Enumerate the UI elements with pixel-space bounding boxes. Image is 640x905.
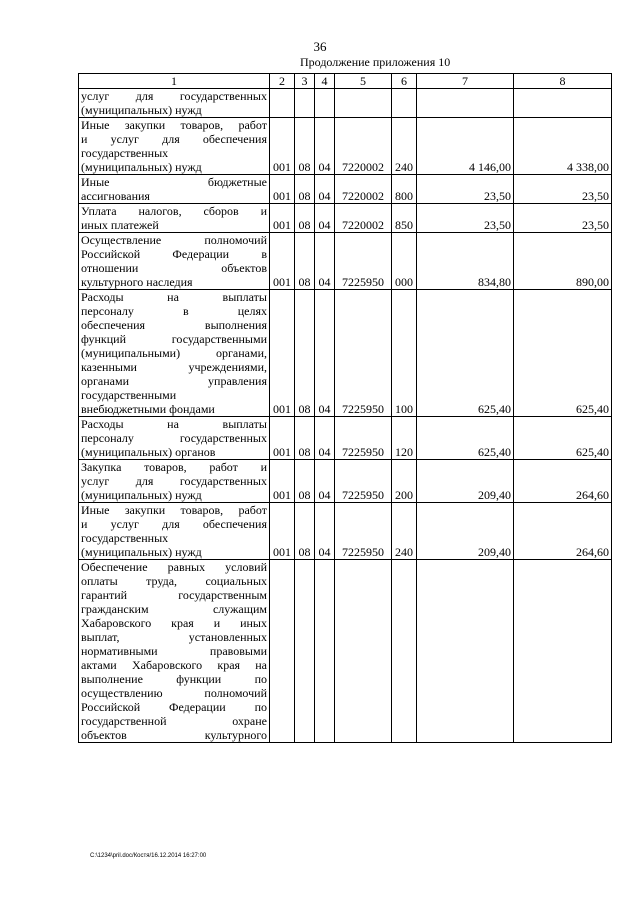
amount-2015: 23,50 (417, 175, 514, 204)
page-number: 36 (313, 39, 327, 54)
description-line: Иные бюджетные (81, 175, 267, 189)
admin-code: 001 (270, 204, 295, 233)
column-header: 7 (417, 74, 514, 89)
description-line: услуг для государственных (81, 474, 267, 488)
expense-type: 800 (392, 175, 417, 204)
description-line: Иные закупки товаров, работ (81, 118, 267, 132)
amount-2016: 4 338,00 (514, 118, 612, 175)
amount-2015 (417, 560, 514, 743)
description-line: (муниципальных) нужд (81, 545, 202, 559)
section-code: 08 (295, 503, 315, 560)
description-line: казенными учреждениями, (81, 360, 267, 374)
description-line: (муниципальных) органов (81, 445, 216, 459)
column-header: 4 (315, 74, 335, 89)
expense-type: 100 (392, 290, 417, 417)
amount-2016 (514, 560, 612, 743)
target-code: 7220002 (335, 118, 392, 175)
amount-2016: 890,00 (514, 233, 612, 290)
row-description (79, 233, 270, 290)
admin-code: 001 (270, 118, 295, 175)
subsection-code: 04 (315, 460, 335, 503)
table-row (79, 89, 612, 118)
expense-type: 240 (392, 503, 417, 560)
description-line: Осуществление полномочий (81, 233, 267, 247)
target-code: 7225950 (335, 417, 392, 460)
description-line: Расходы на выплаты (81, 417, 267, 431)
admin-code: 001 (270, 460, 295, 503)
description-line: государственных (81, 146, 169, 160)
row-description (79, 175, 270, 204)
amount-2015: 625,40 (417, 290, 514, 417)
amount-2016: 264,60 (514, 460, 612, 503)
description-line: (муниципальных) нужд (81, 488, 202, 502)
column-header: 5 (335, 74, 392, 89)
expense-type (392, 560, 417, 743)
amount-2016: 625,40 (514, 417, 612, 460)
amount-2015: 834,80 (417, 233, 514, 290)
description-line: (муниципальных) нужд (81, 160, 202, 174)
description-line: Российской Федерации в (81, 247, 267, 261)
description-line: персоналу государственных (81, 431, 267, 445)
section-code (295, 89, 315, 118)
section-code: 08 (295, 204, 315, 233)
description-line: отношении объектов (81, 261, 267, 275)
table-row (79, 233, 612, 290)
target-code: 7220002 (335, 204, 392, 233)
description-line: Уплата налогов, сборов и (81, 204, 267, 218)
target-code: 7220002 (335, 175, 392, 204)
admin-code: 001 (270, 503, 295, 560)
section-code: 08 (295, 460, 315, 503)
subsection-code: 04 (315, 233, 335, 290)
description-line: культурного наследия (81, 275, 193, 289)
row-description (79, 290, 270, 417)
expense-type (392, 89, 417, 118)
description-line: услуг для государственных (81, 89, 267, 103)
target-code: 7225950 (335, 290, 392, 417)
subsection-code: 04 (315, 503, 335, 560)
admin-code: 001 (270, 175, 295, 204)
description-line: актами Хабаровского края на (81, 658, 267, 672)
description-line: государственными (81, 388, 177, 402)
description-line: (муниципальных) нужд (81, 103, 202, 117)
section-code: 08 (295, 290, 315, 417)
description-line: Расходы на выплаты (81, 290, 267, 304)
row-description (79, 460, 270, 503)
target-code: 7225950 (335, 503, 392, 560)
table-row (79, 417, 612, 460)
description-line: нормативными правовыми (81, 644, 267, 658)
subsection-code: 04 (315, 175, 335, 204)
row-description (79, 204, 270, 233)
description-line: гарантий государственным (81, 588, 267, 602)
row-description (79, 118, 270, 175)
row-description (79, 417, 270, 460)
table-row (79, 560, 612, 743)
admin-code: 001 (270, 233, 295, 290)
description-line: и услуг для обеспечения (81, 132, 267, 146)
description-line: ассигнования (81, 189, 150, 203)
description-line: Российской Федерации по (81, 700, 267, 714)
description-line: внебюджетными фондами (81, 402, 215, 416)
expense-type: 240 (392, 118, 417, 175)
amount-2016: 23,50 (514, 204, 612, 233)
amount-2016: 264,60 (514, 503, 612, 560)
expense-type: 200 (392, 460, 417, 503)
row-description (79, 503, 270, 560)
description-line: Иные закупки товаров, работ (81, 503, 267, 517)
admin-code: 001 (270, 417, 295, 460)
description-line: объектов культурного (81, 728, 267, 742)
column-header: 1 (79, 74, 270, 89)
description-line: органами управления (81, 374, 267, 388)
table-row (79, 460, 612, 503)
amount-2015: 209,40 (417, 460, 514, 503)
table-row (79, 204, 612, 233)
target-code: 7225950 (335, 233, 392, 290)
description-line: обеспечения выполнения (81, 318, 267, 332)
description-line: Закупка товаров, работ и (81, 460, 267, 474)
subsection-code (315, 560, 335, 743)
admin-code (270, 89, 295, 118)
amount-2015 (417, 89, 514, 118)
table-row (79, 175, 612, 204)
admin-code (270, 560, 295, 743)
target-code: 7225950 (335, 460, 392, 503)
subsection-code: 04 (315, 204, 335, 233)
budget-table (78, 73, 612, 743)
amount-2015: 625,40 (417, 417, 514, 460)
table-row (79, 118, 612, 175)
amount-2016: 625,40 (514, 290, 612, 417)
target-code (335, 89, 392, 118)
admin-code: 001 (270, 290, 295, 417)
subsection-code: 04 (315, 417, 335, 460)
column-header: 3 (295, 74, 315, 89)
amount-2016: 23,50 (514, 175, 612, 204)
section-code: 08 (295, 175, 315, 204)
description-line: Хабаровского края и иных (81, 616, 267, 630)
expense-type: 120 (392, 417, 417, 460)
description-line: функций государственными (81, 332, 267, 346)
subsection-code (315, 89, 335, 118)
row-description (79, 89, 270, 118)
subsection-code: 04 (315, 118, 335, 175)
column-header: 6 (392, 74, 417, 89)
column-header: 2 (270, 74, 295, 89)
description-line: (муниципальными) органами, (81, 346, 267, 360)
description-line: государственной охране (81, 714, 267, 728)
section-code: 08 (295, 417, 315, 460)
section-code: 08 (295, 118, 315, 175)
description-line: иных платежей (81, 218, 159, 232)
target-code (335, 560, 392, 743)
description-line: персоналу в целях (81, 304, 267, 318)
expense-type: 850 (392, 204, 417, 233)
amount-2015: 23,50 (417, 204, 514, 233)
description-line: гражданским служащим (81, 602, 267, 616)
description-line: выполнение функции по (81, 672, 267, 686)
subsection-code: 04 (315, 290, 335, 417)
table-header-row (79, 74, 612, 89)
description-line: осуществлению полномочий (81, 686, 267, 700)
description-line: государственных (81, 531, 169, 545)
table-row (79, 290, 612, 417)
expense-type: 000 (392, 233, 417, 290)
appendix-subtitle: Продолжение приложения 10 (300, 55, 451, 69)
table-row (79, 503, 612, 560)
column-header: 8 (514, 74, 612, 89)
amount-2015: 209,40 (417, 503, 514, 560)
amount-2015: 4 146,00 (417, 118, 514, 175)
section-code (295, 560, 315, 743)
file-path-footer: C:\1234\pril.doc/Костя/16.12.2014 16:27:00 (90, 853, 207, 859)
description-line: Обеспечение равных условий (81, 560, 267, 574)
amount-2016 (514, 89, 612, 118)
row-description (79, 560, 270, 743)
description-line: и услуг для обеспечения (81, 517, 267, 531)
description-line: выплат, установленных (81, 630, 267, 644)
description-line: оплаты труда, социальных (81, 574, 267, 588)
section-code: 08 (295, 233, 315, 290)
